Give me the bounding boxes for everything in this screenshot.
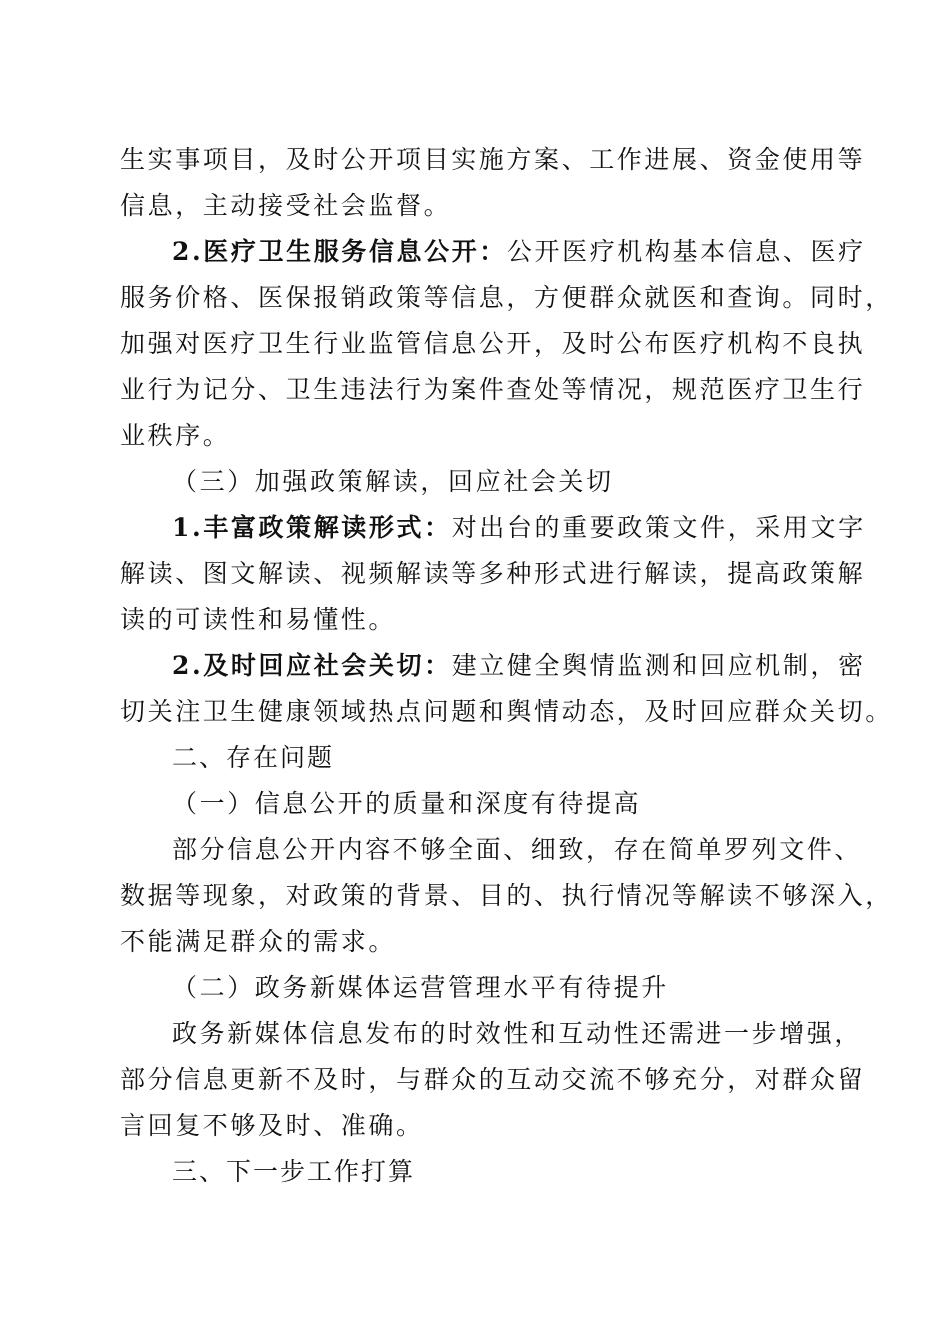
paragraph-line [172,237,866,267]
body-line: 部分信息更新不及时，与群众的互动交流不够充分，对群众留 [120,1065,866,1094]
paragraph-line [172,513,866,543]
chapter-heading: 三、下一步工作打算 [172,1157,416,1186]
body-line: 信息，主动接受社会监督。 [120,191,452,220]
item-text: 公开医疗机构基本信息、医疗 [506,237,866,266]
body-line: 业秩序。 [120,421,231,450]
body-line: 数据等现象，对政策的背景、目的、执行情况等解读不够深入， [120,881,893,910]
body-line: 言回复不够及时、准确。 [120,1111,424,1140]
body-line: 部分信息公开内容不够全面、细致，存在简单罗列文件、 [172,835,863,864]
body-line: 解读、图文解读、视频解读等多种形式进行解读，提高政策解 [120,559,866,588]
item-label: 2.及时回应社会关切： [172,651,452,680]
body-line: 业行为记分、卫生违法行为案件查处等情况，规范医疗卫生行 [120,375,866,404]
body-line: 不能满足群众的需求。 [120,927,397,956]
item-text: 建立健全舆情监测和回应机制，密 [451,651,866,680]
section-heading: （三）加强政策解读，回应社会关切 [172,467,614,496]
body-line: 切关注卫生健康领域热点问题和舆情动态，及时回应群众关切。 [120,697,893,726]
item-text: 对出台的重要政策文件，采用文字 [451,513,866,542]
section-heading: （二）政务新媒体运营管理水平有待提升 [172,973,669,1002]
section-heading: （一）信息公开的质量和深度有待提高 [172,789,642,818]
item-label: 2.医疗卫生服务信息公开： [172,237,507,266]
body-line: 服务价格、医保报销政策等信息，方便群众就医和查询。同时， [120,283,893,312]
paragraph-line [172,651,866,681]
body-line: 生实事项目，及时公开项目实施方案、工作进展、资金使用等 [120,145,866,174]
chapter-heading: 二、存在问题 [172,743,335,772]
body-line: 政务新媒体信息发布的时效性和互动性还需进一步增强， [172,1019,863,1048]
body-line: 加强对医疗卫生行业监管信息公开，及时公布医疗机构不良执 [120,329,866,358]
item-label: 1.丰富政策解读形式： [172,513,452,542]
body-line: 读的可读性和易懂性。 [120,605,397,634]
